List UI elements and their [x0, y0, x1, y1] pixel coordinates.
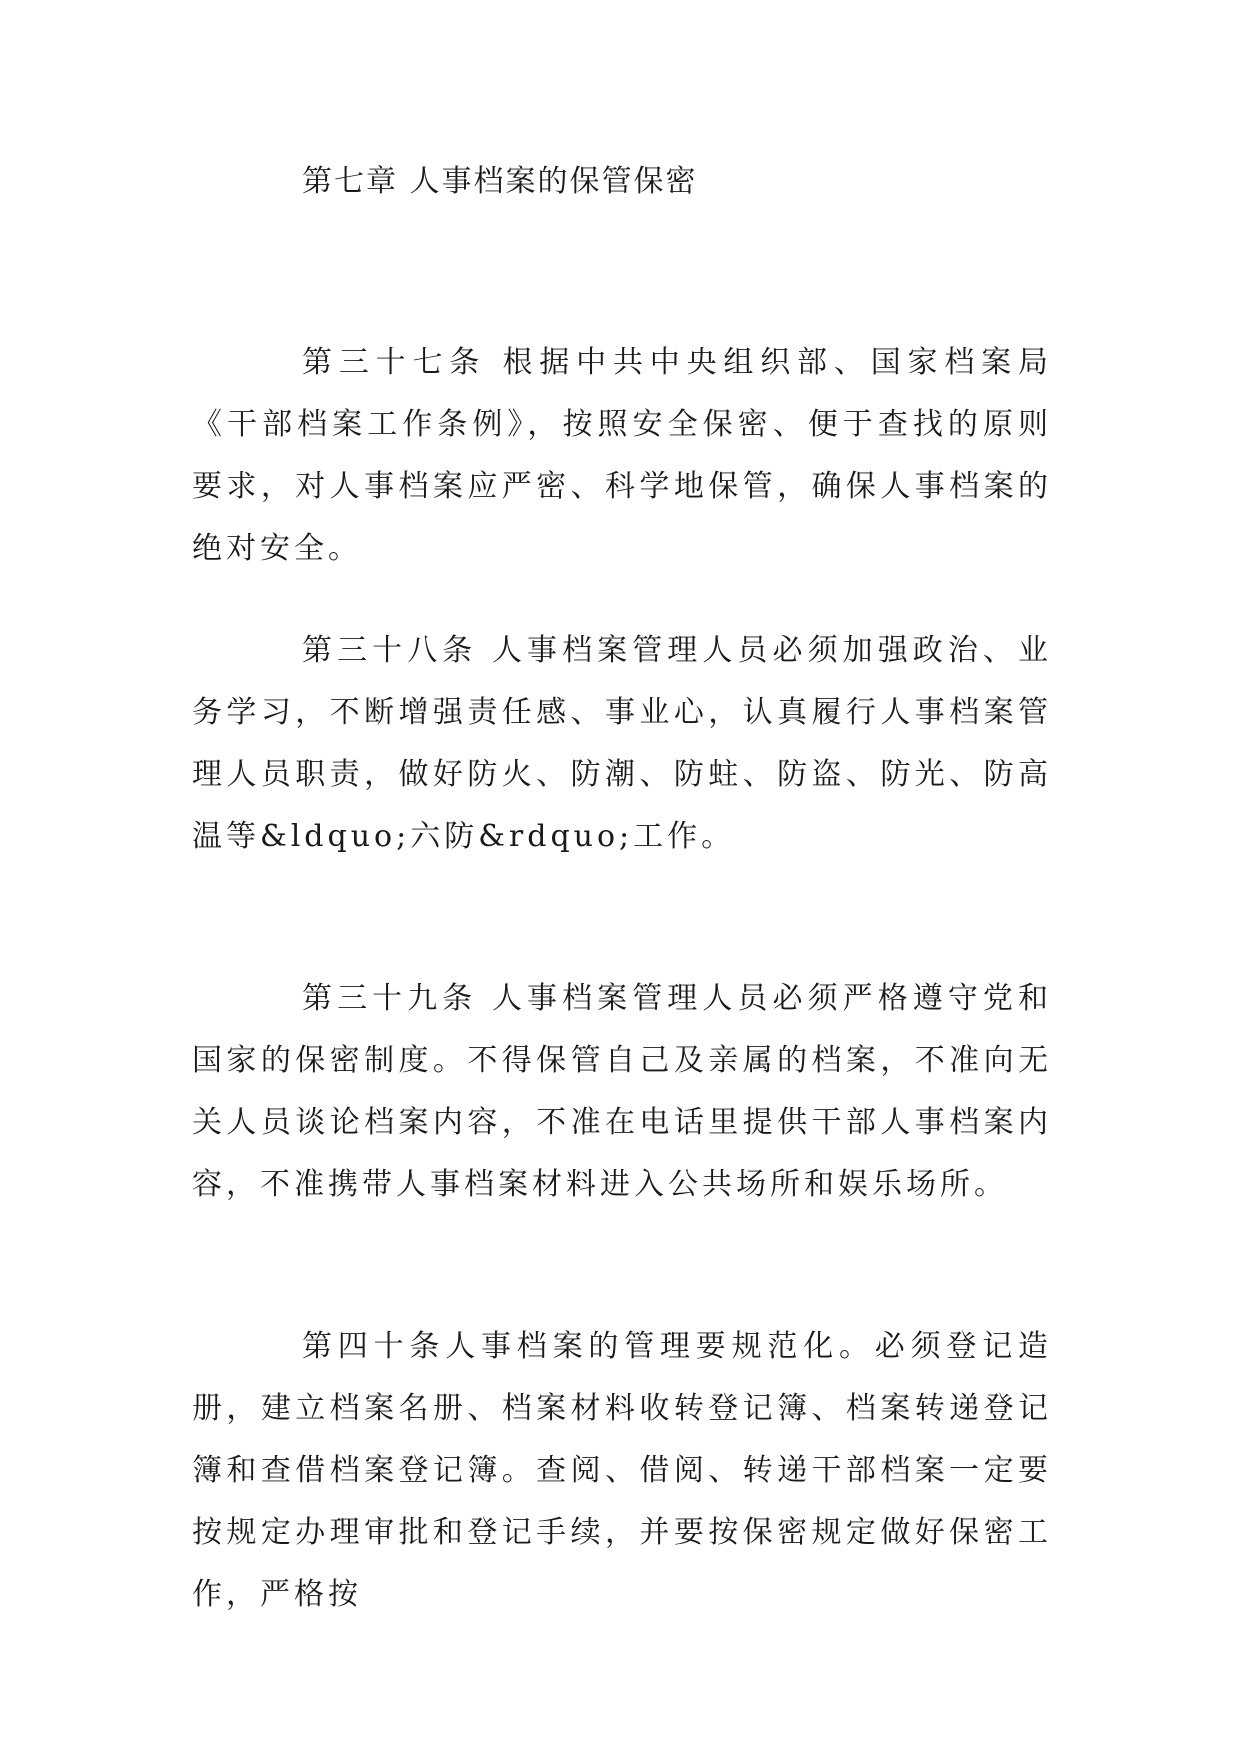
article-40-paragraph: 第四十条人事档案的管理要规范化。必须登记造册，建立档案名册、档案材料收转登记簿、档案转递登记簿和查借档案登记簿。查阅、借阅、转递干部档案一定要按规定办理审批和登记手续，并要按保密规定做好保密工作，严格按 — [192, 1329, 1052, 1612]
article-38-paragraph: 第三十八条 人事档案管理人员必须加强政治、业务学习，不断增强责任感、事业心，认真履行人事档案管理人员职责，做好防火、防潮、防蛀、防盗、防光、防高温等&ldquo;六防&rdquo;工作。 — [192, 633, 1052, 854]
chapter-title: 第七章 人事档案的保管保密 — [302, 164, 698, 199]
article-37-paragraph: 第三十七条 根据中共中央组织部、国家档案局《干部档案工作条例》，按照安全保密、便于查找的原则要求，对人事档案应严密、科学地保管，确保人事档案的绝对安全。 — [192, 345, 1052, 566]
article-39-paragraph: 第三十九条 人事档案管理人员必须严格遵守党和国家的保密制度。不得保管自己及亲属的档案，不准向无关人员谈论档案内容，不准在电话里提供干部人事档案内容，不准携带人事档案材料进入公共场所和娱乐场所。 — [192, 981, 1052, 1202]
